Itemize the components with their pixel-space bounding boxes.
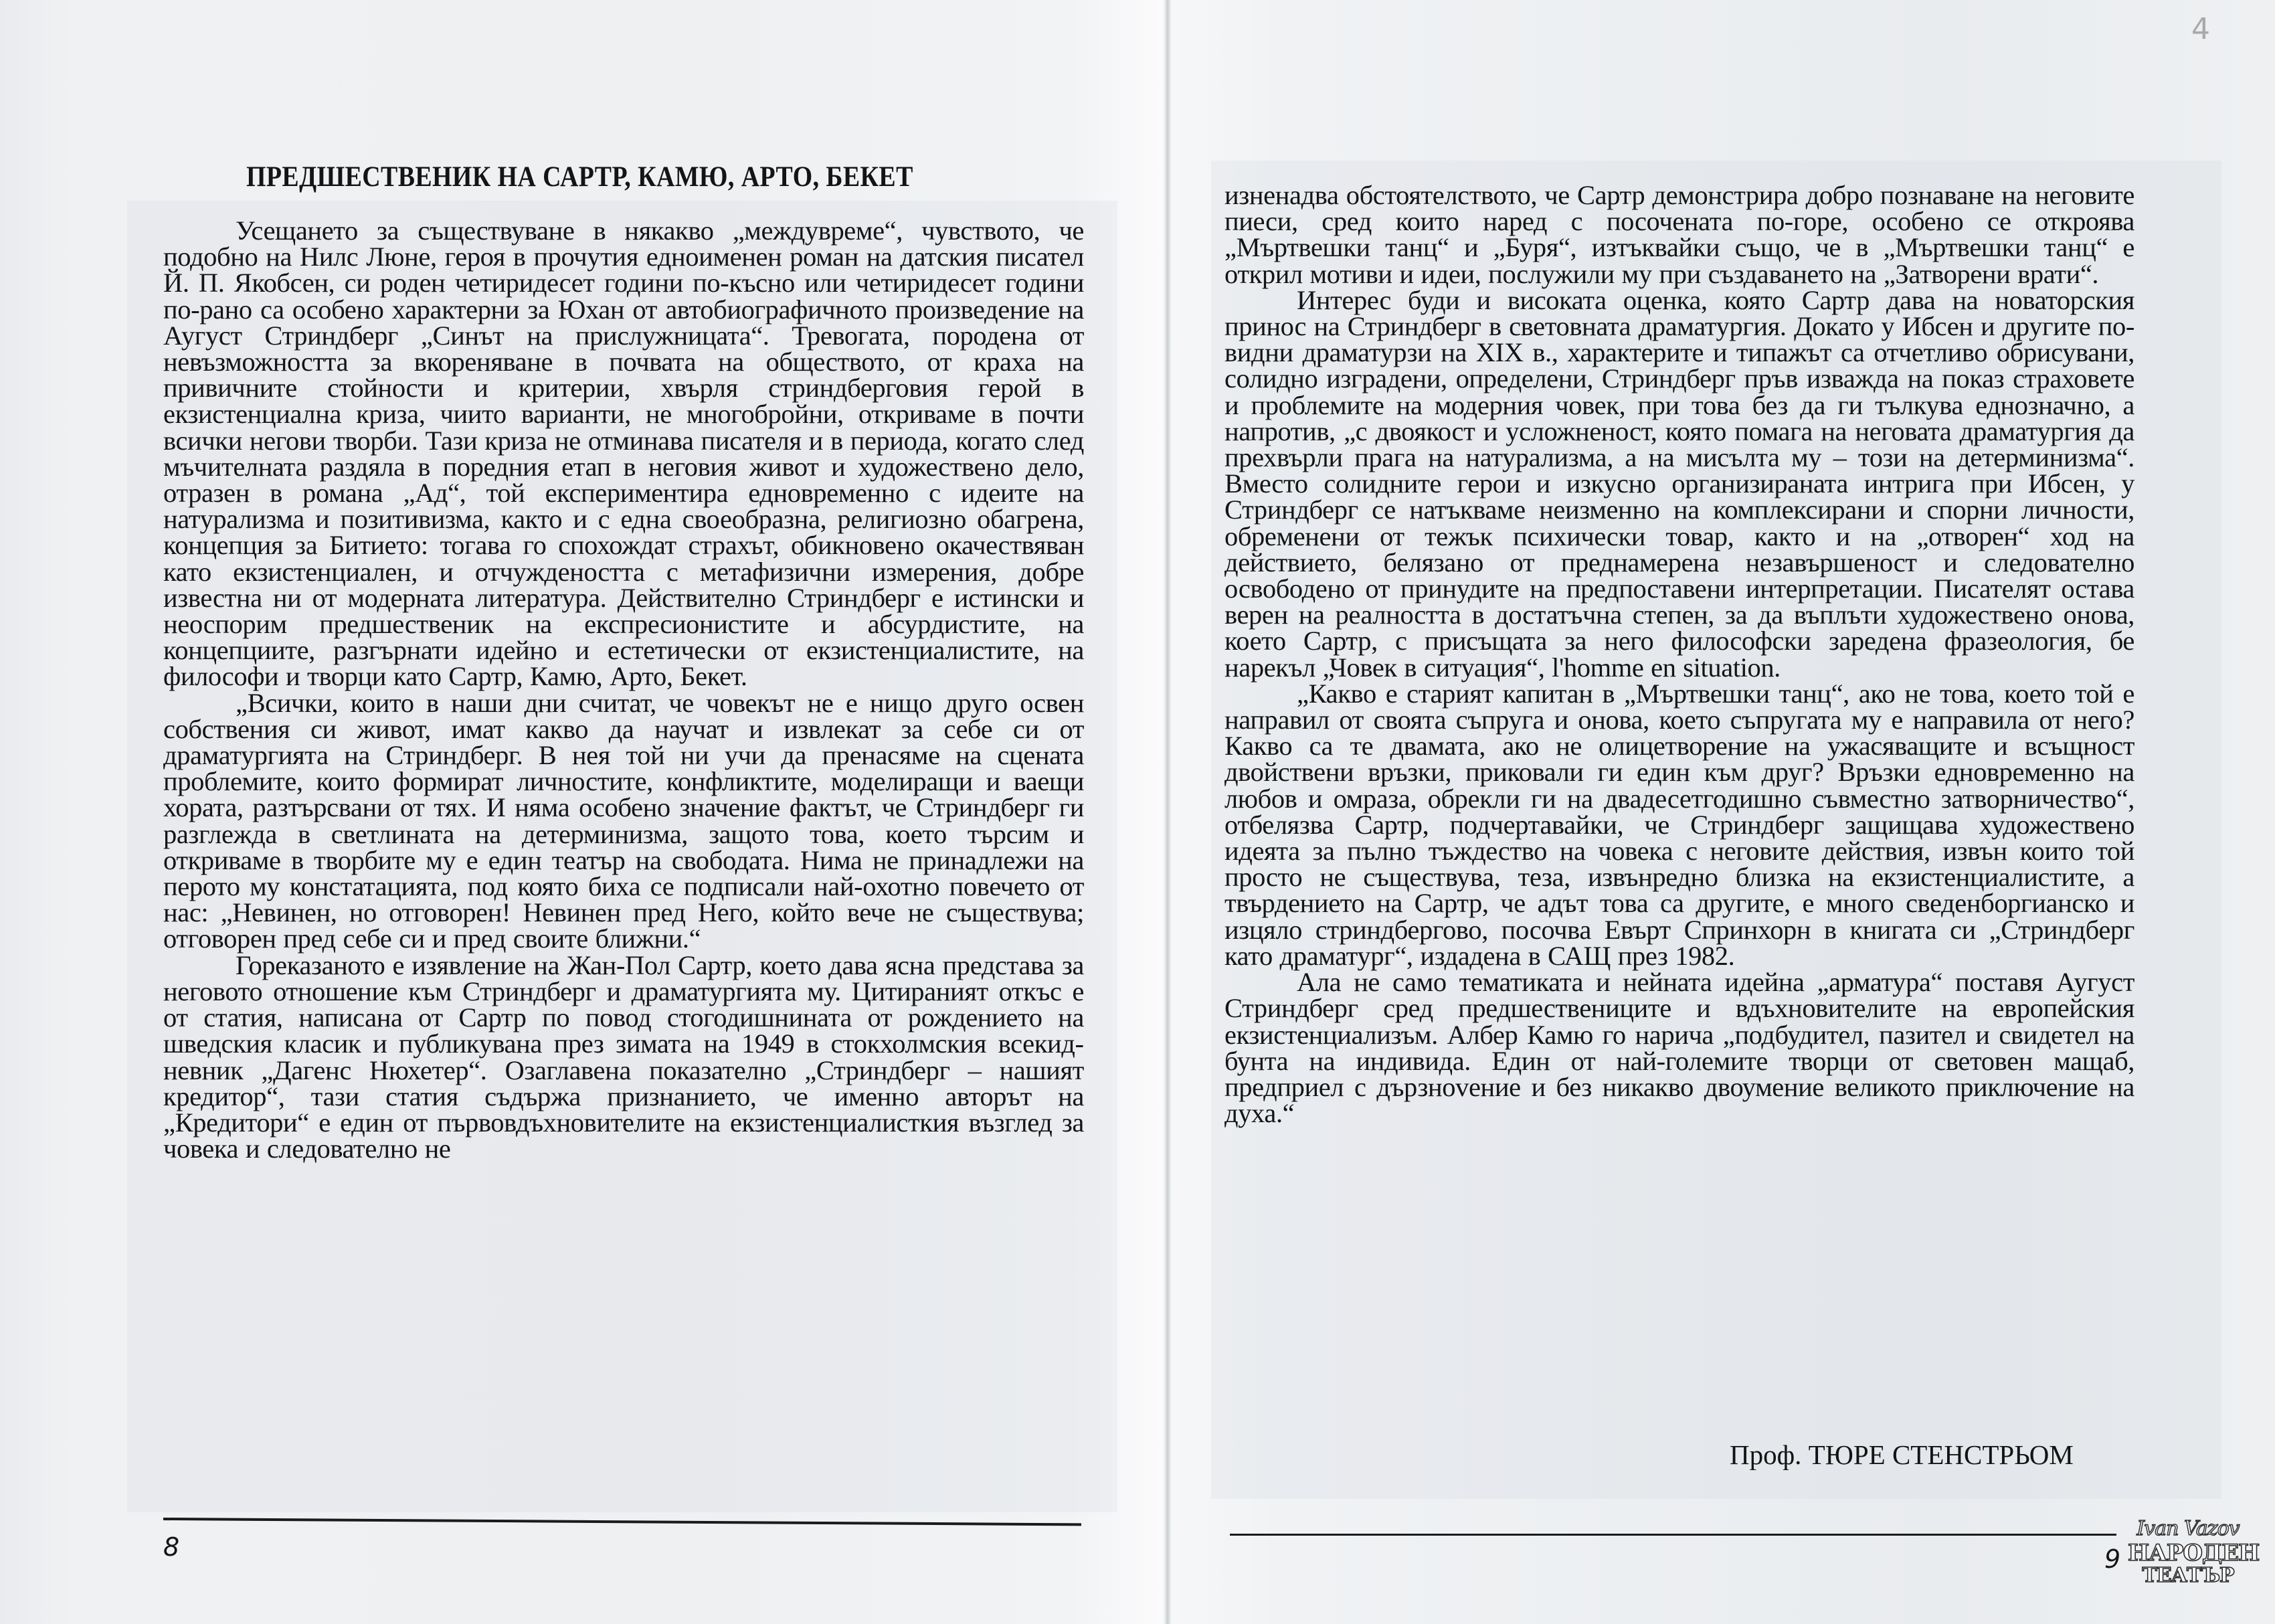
- national-theatre-logo: [2128, 1517, 2260, 1599]
- paragraph: Ала не само тематиката и нейната идейна „арматура“ поставя Аугуст Стриндберг сред предшествениците и вдъхновителите на европейския екзистенциализъм. Албер Камю го нарича „подбудител, пазител и свидетел на бунта на индивида. Един от най-големите творци от световен мащаб, предприел с дързноvение и без никакво двоумение великото приключение на духа.“: [1224, 967, 2134, 1129]
- page-number: 9: [2104, 1544, 2121, 1574]
- paragraph: Интерес буди и високата оценка, която Сартр дава на новаторския принос на Стриндберг в световната драматургия. Докато у Ибсен и другите по-видни драматурзи на XIX в., характерите и типажът са отчетливо обрисувани, солидно изградени, определени, Стриндберг пръв изважда на показ страховете и проблемите на модерния човек, при това без да ги тълкува еднозначно, а напротив, „с двоякост и усложненост, която помага на неговата драматургия да прехвърли прага на натурализма, а на мисълта му – този на детерминизма“. Вместо солидните герои и изкусно организираната интрига при Ибсен, у Стриндберг се натъкваме неизменно на комплексирани и спорни личности, обременени от тежък психически товар, както и на „отворен“ ход на действието, белязано от преднамерена незавършеност и следователно освободено от принудите на предпоставени интерпретации. Писателят остава верен на реалността в достатъчна степен, за да въплъти художествено онова, което Сартр, с присъщата за него философски заредена фразеология, бе нарекъл „Човек в ситуация“, l'homme en situation.: [1224, 284, 2134, 683]
- page-number: 8: [163, 1532, 180, 1562]
- paragraph: изненадва обстоятелството, че Сартр демонстрира добро познаване на неговите пиеси, сред които наред с посочената по-горе, особено се откроява „Мъртвешки танц“ и „Буря“, изтъквайки също, че в „Мъртвешки танц“ е открил мотиви и идеи, послужили му при създаването на „Затворени врати“.: [1224, 180, 2134, 289]
- footer-rule: [1230, 1534, 2116, 1536]
- author-signature: Проф. ТЮРЕ СТЕНСТРЬОМ: [1730, 1439, 2074, 1470]
- handwritten-page-mark: 4: [2191, 12, 2210, 46]
- left-column-text: [163, 217, 1084, 1162]
- paragraph: „Какво е старият капитан в „Мъртвешки танц“, ако не това, което той е направил от своята съпруга и онова, което съпругата му е направила от него? Какво са те двамата, ако не олицетворение на ужасяващите и всъщност двойствени връзки, приковали ги един към друг? Връзки едновременно на любов и омраза, обрекли ги на двадесетгодишно съвместно затворничество“, отбелязва Сартр, подчертавайки, че Стриндберг защищава художествено идеята за пълно тъждество на човека с неговите действия, извън които той просто не съществува, теза, извънредно близка на екзистенциалистите, а твърдението на Сартр, че адът това са другите, е много сведенборгианско и изцяло стриндбергово, посочва Евърт Спринхорн в книгата си „Стриндберг като драматург“, издадена в САЩ през 1982.: [1224, 678, 2134, 971]
- logo-text-line: НАРОДЕН: [2128, 1540, 2260, 1566]
- logo-script-signature: Ivan Vazov: [2136, 1517, 2240, 1540]
- paragraph: „Всички, които в наши дни считат, че човекът не е нищо друго освен собствения си живот, имат какво да научат и извлекат за себе си от драматургията на Стриндберг. В нея той ни учи да пренасяме на сцената проблемите, които формират личностите, конфликтите, моделиращи и ваещи хората, разтърсвани от тях. И няма особено значение фактът, че Стриндберг ги разглежда в светлината на детерминизма, защото това, което търсим и откриваме в творбите му е един театър на свободата. Нима не принадлежи на перото му констатацията, под която биха се подписали най-охотно повечето от нас: „Невинен, но отговорен! Невинен пред Него, който вече не съществува; отговорен пред себе си и пред своите ближни.“: [163, 687, 1084, 954]
- right-column-text: [1224, 180, 2134, 1129]
- logo-text-line: ТЕАТЪР: [2142, 1564, 2234, 1587]
- article-title: ПРЕДШЕСТВЕНИК НА САРТР, КАМЮ, АРТО, БЕКЕТ: [246, 161, 913, 193]
- paragraph: Усещането за съществуване в някакво „междувреме“, чувството, че подобно на Нилс Люне, героя в прочутия едноименен роман на датския писател Й. П. Якобсен, си роден четиридесет години по-късно или четиридесет години по-рано са особено характерни за Юхан от автобиографичното произведение на Аугуст Стриндберг „Синът на прислужницата“. Тревогата, породена от невъзможността за вкореняване в почвата на обществото, от краха на привичните стойности и критерии, хвърля стриндберговия герой в екзистенциална криза, чиито варианти, не многобройни, откриваме в почти всички негови творби. Тази криза не отминава писателя и в периода, когато след мъчителната раздяла в поредния етап в неговия живот и художествено дело, отразен в романа „Ад“, той експериментира едновременно с идеите на натурализма и позитивизма, както и с една своеобразна, религиозно обагрена, концепция за Битието: тогава го спохождат страхът, обикновено окачествяван като екзистенциален, и отчуждеността с метафизични измерения, добре известна ни от модерната литература. Действително Стриндберг е истински и неоспорим предшественик на експресионистите и абсурдистите, на концепциите, разгърнати идейно и естетически от екзистенциалистите, на философи и творци като Сартр, Камю, Арто, Бекет.: [163, 215, 1084, 692]
- paragraph: Гореказаното е изявление на Жан-Пол Сартр, което дава ясна представа за неговото отношение към Стриндберг и драматургията му. Цитираният откъс е от статия, написана от Сартр по повод стогодишнината от рождението на шведския класик и публикувана през зимата на 1949 в стокхолмския всекидневник „Дагенс Нюхетер“. Озаглавена показателно „Стриндберг – нашият кредитор“, тази статия съдържа признанието, че именно авторът на „Кредитори“ е един от първовдъхновителите на екзистенциалисткия възглед за човека и следователно не: [163, 950, 1084, 1164]
- page-gutter: [1163, 0, 1171, 1624]
